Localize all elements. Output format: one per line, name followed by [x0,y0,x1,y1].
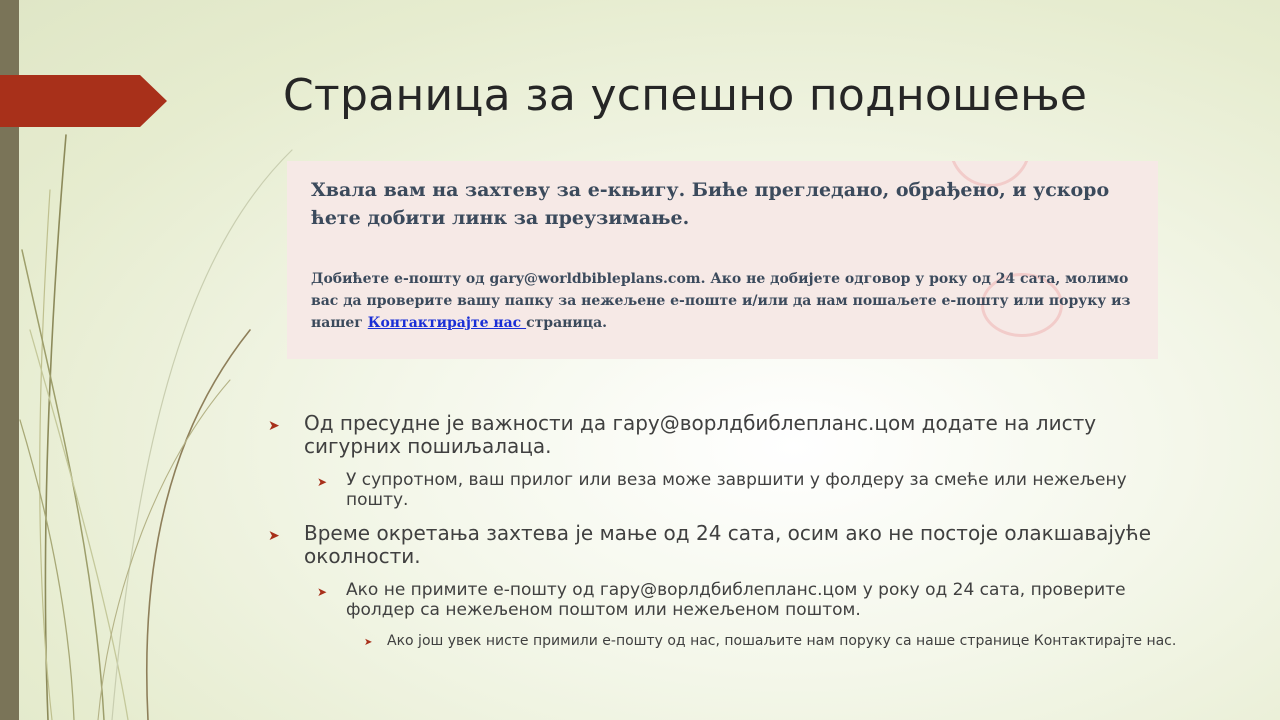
bullet-arrow-icon: ➤ [317,475,328,489]
bullet-item [268,470,1188,510]
bullet-text: У супротном, ваш прилог или веза може завршити у фолдеру за смеће или нежељену пошту. [346,470,1127,510]
confirmation-body [311,268,1141,334]
slide-title: Страница за успешно подношење [283,70,1088,121]
bullet-item [268,632,1188,650]
confirmation-body-tail: страница. [526,315,608,331]
bullet-list [268,412,1188,650]
confirmation-body-text: Добићете е-пошту од gary@worldbibleplans.com. Ако не добијете одговор у року од 24 сата, молимо вас да проверите вашу папку за нежељене е-поште и/или да нам пошаљете е-пошту или поруку из нашег [311,271,1131,331]
confirmation-heading: Хвала вам на захтеву за е-књигу. Биће прегледано, обрађено, и ускоро ћете добити линк за преузимање. [311,179,1110,229]
bullet-arrow-icon: ➤ [317,585,328,599]
contact-us-link[interactable]: Контактирајте нас [367,315,527,331]
bullet-text: Ако још увек нисте примили е-пошту од нас, пошаљите нам поруку са наше странице Контактирајте нас. [387,633,1177,649]
bullet-text: Од пресудне је важности да гару@ворлдбиблепланс.цом додате на листу сигурних пошиљалаца. [304,411,1097,458]
bullet-text: Време окретања захтева је мање од 24 сата, осим ако не постоје олакшавајуће околности. [304,521,1152,568]
confirmation-screenshot [287,161,1158,359]
bullet-item [268,580,1188,620]
title-arrow-accent [0,75,167,127]
bullet-arrow-icon: ➤ [268,418,280,434]
bullet-item [268,522,1188,568]
bullet-arrow-icon: ➤ [364,637,373,648]
bullet-item [268,412,1188,458]
bullet-text: Ако не примите е-пошту од гару@ворлдбиблепланс.цом у року од 24 сата, проверите фолдер са нежељеном поштом или нежељеном поштом. [346,580,1126,620]
bullet-arrow-icon: ➤ [268,528,280,544]
